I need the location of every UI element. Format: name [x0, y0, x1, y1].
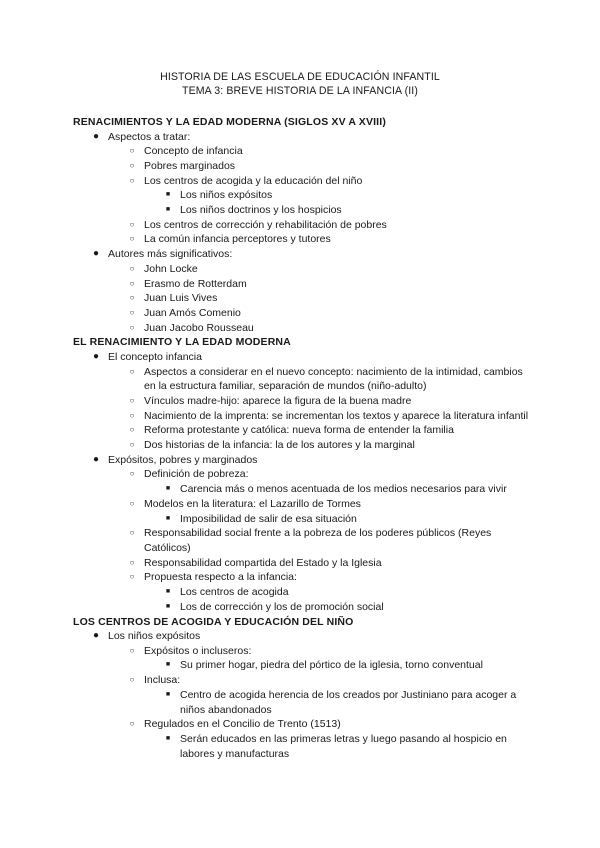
list-item: ○ Dos historias de la infancia: la de los autores y la marginal	[73, 438, 533, 453]
bullet-circle-icon: ○	[129, 322, 135, 332]
outline-list	[73, 629, 533, 761]
bullet-circle-icon: ○	[129, 293, 135, 303]
bullet-circle-icon: ○	[129, 557, 135, 567]
list-item: ○ Vínculos madre-hijo: aparece la figura de la buena madre	[73, 394, 533, 409]
outline-list	[73, 350, 533, 615]
list-item: ○ Modelos en la literatura: el Lazarillo de Tormes	[73, 497, 533, 512]
bullet-square-icon: ■	[165, 485, 171, 493]
list-item: ● El concepto infancia	[73, 350, 533, 365]
bullet-circle-icon: ○	[129, 528, 135, 538]
document-subtitle: TEMA 3: BREVE HISTORIA DE LA INFANCIA (II)	[182, 85, 418, 97]
list-item: ○ John Locke	[73, 262, 533, 277]
list-item: ○ Expósitos o incluseros:	[73, 644, 533, 659]
bullet-disc-icon: ●	[92, 630, 100, 641]
document-title-block	[0, 70, 600, 98]
list-item: ● Autores más significativos:	[73, 247, 533, 262]
bullet-disc-icon: ●	[92, 248, 100, 260]
bullet-circle-icon: ○	[129, 645, 135, 655]
list-item: ○ Aspectos a considerar en el nuevo concepto: nacimiento de la intimidad, cambios en la estructura familiar, separación de mundos (niño-adulto)	[73, 365, 533, 394]
bullet-circle-icon: ○	[129, 278, 135, 288]
list-item: ○ Definición de pobreza:	[73, 467, 533, 482]
bullet-square-icon: ■	[165, 588, 171, 596]
document-body	[73, 115, 533, 761]
bullet-disc-icon: ●	[92, 130, 100, 142]
list-item: ○ Regulados en el Concilio de Trento (1513)	[73, 717, 533, 732]
outline-list	[73, 130, 533, 336]
bullet-circle-icon: ○	[129, 219, 135, 229]
bullet-circle-icon: ○	[129, 498, 135, 508]
list-item: ■ Los niños doctrinos y los hospicios	[73, 203, 533, 218]
document-title: HISTORIA DE LAS ESCUELA DE EDUCACIÓN INFANTIL	[160, 71, 440, 83]
list-item: ■ Los niños expósitos	[73, 188, 533, 203]
bullet-circle-icon: ○	[129, 175, 135, 185]
list-item: ○ Los centros de acogida y la educación del niño	[73, 174, 533, 189]
bullet-circle-icon: ○	[129, 146, 135, 156]
list-item: ■ Carencia más o menos acentuada de los medios necesarios para vivir	[73, 482, 533, 497]
list-item: ■ Los de corrección y los de promoción social	[73, 600, 533, 615]
list-item: ○ Nacimiento de la imprenta: se incrementan los textos y aparece la literatura infantil	[73, 409, 533, 424]
list-item: ■ Su primer hogar, piedra del pórtico de la iglesia, torno conventual	[73, 658, 533, 673]
list-item: ● Los niños expósitos	[73, 629, 533, 644]
list-item: ○ Concepto de infancia	[73, 144, 533, 159]
list-item: ● Aspectos a tratar:	[73, 130, 533, 145]
bullet-circle-icon: ○	[129, 469, 135, 479]
bullet-square-icon: ■	[165, 602, 171, 610]
list-item: ○ Propuesta respecto a la infancia:	[73, 570, 533, 585]
bullet-square-icon: ■	[165, 690, 171, 698]
bullet-circle-icon: ○	[129, 719, 135, 729]
bullet-circle-icon: ○	[129, 307, 135, 317]
list-item: ● Expósitos, pobres y marginados	[73, 453, 533, 468]
list-item: ■ Los centros de acogida	[73, 585, 533, 600]
list-item: ○ Juan Jacobo Rousseau	[73, 321, 533, 336]
bullet-circle-icon: ○	[129, 395, 135, 405]
list-item: ○ Inclusa:	[73, 673, 533, 688]
bullet-circle-icon: ○	[129, 263, 135, 273]
list-item: ○ Pobres marginados	[73, 159, 533, 174]
bullet-square-icon: ■	[165, 734, 171, 742]
bullet-circle-icon: ○	[129, 410, 135, 420]
bullet-circle-icon: ○	[129, 234, 135, 244]
list-item: ○ La común infancia perceptores y tutores	[73, 232, 533, 247]
bullet-disc-icon: ●	[92, 453, 100, 465]
bullet-circle-icon: ○	[129, 572, 135, 582]
section-heading: RENACIMIENTOS Y LA EDAD MODERNA (SIGLOS XV A XVIII)	[73, 116, 386, 128]
bullet-circle-icon: ○	[129, 425, 135, 435]
list-item: ○ Reforma protestante y católica: nueva forma de entender la familia	[73, 423, 533, 438]
list-item: ■ Imposibilidad de salir de esa situación	[73, 512, 533, 527]
list-item: ○ Juan Luis Vives	[73, 291, 533, 306]
bullet-square-icon: ■	[165, 191, 171, 199]
list-item: ○ Erasmo de Rotterdam	[73, 277, 533, 292]
bullet-disc-icon: ●	[92, 350, 100, 362]
list-item: ○ Responsabilidad social frente a la pobreza de los poderes públicos (Reyes Católicos)	[73, 526, 533, 555]
list-item: ○ Responsabilidad compartida del Estado y la Iglesia	[73, 556, 533, 571]
bullet-circle-icon: ○	[129, 675, 135, 685]
bullet-square-icon: ■	[165, 206, 171, 214]
section-heading: EL RENACIMIENTO Y LA EDAD MODERNA	[73, 336, 291, 349]
section-heading: LOS CENTROS DE ACOGIDA Y EDUCACIÓN DEL NIÑO	[73, 615, 354, 628]
list-item: ○ Juan Amós Comenio	[73, 306, 533, 321]
list-item: ■ Centro de acogida herencia de los creados por Justiniano para acoger a niños abandonados	[73, 688, 533, 717]
bullet-circle-icon: ○	[129, 440, 135, 450]
bullet-circle-icon: ○	[129, 160, 135, 170]
list-item: ○ Los centros de corrección y rehabilitación de pobres	[73, 218, 533, 233]
bullet-square-icon: ■	[165, 514, 171, 522]
bullet-square-icon: ■	[165, 661, 171, 669]
list-item: ■ Serán educados en las primeras letras y luego pasando al hospicio en labores y manufacturas	[73, 732, 533, 761]
bullet-circle-icon: ○	[129, 366, 135, 376]
